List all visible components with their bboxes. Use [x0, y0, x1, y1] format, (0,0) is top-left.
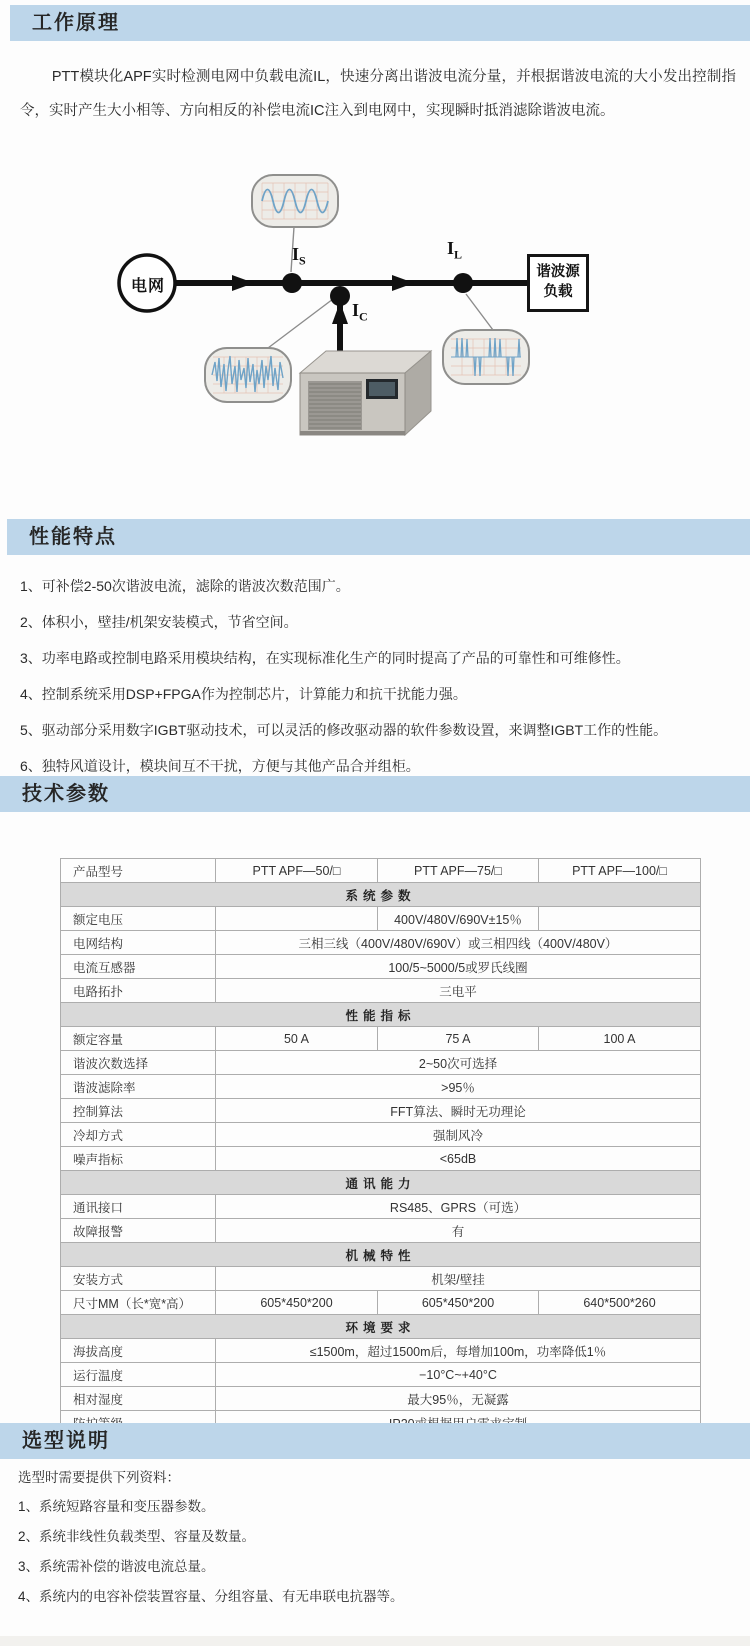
list-item: 2、系统非线性负载类型、容量及数量。 [18, 1529, 256, 1544]
spec-value-cell: 100/5~5000/5或罗氏线圈 [216, 955, 701, 979]
spec-row [61, 1339, 701, 1363]
spec-label-cell: 谐波滤除率 [61, 1075, 216, 1099]
spec-label-cell: 谐波次数选择 [61, 1051, 216, 1075]
spec-section-row [61, 1243, 701, 1267]
spec-row [61, 1147, 701, 1171]
spec-label-cell: 产品型号 [61, 859, 216, 883]
spec-value-cell: 640*500*260 [539, 1291, 701, 1315]
diagram-graphics [0, 148, 750, 466]
spec-value-cell: 最大95％，无凝露 [216, 1387, 701, 1411]
page-bottom-edge [0, 1636, 750, 1646]
spec-value-cell: 三相三线（400V/480V/690V）或三相四线（400V/480V） [216, 931, 701, 955]
list-item: 4、系统内的电容补偿装置容量、分组容量、有无串联电抗器等。 [18, 1589, 404, 1604]
spec-value-cell: RS485、GPRS（可选） [216, 1195, 701, 1219]
spec-label-cell: 噪声指标 [61, 1147, 216, 1171]
list-item: 6、独特风道设计，模块间互不干扰，方便与其他产品合并组柜。 [20, 758, 420, 774]
section-title-features: 性能特点 [7, 519, 750, 555]
spec-value-cell: 100 A [539, 1027, 701, 1051]
spec-row [61, 931, 701, 955]
spec-value-cell [539, 907, 701, 931]
flow-arrow-icon [232, 275, 254, 291]
spec-row [61, 1075, 701, 1099]
spec-label-cell: 海拔高度 [61, 1339, 216, 1363]
spec-row [61, 1099, 701, 1123]
list-item: 1、可补偿2-50次谐波电流，滤除的谐波次数范围广。 [20, 578, 350, 594]
list-item: 3、系统需补偿的谐波电流总量。 [18, 1559, 215, 1574]
spec-label-cell: 电流互感器 [61, 955, 216, 979]
node-ic [330, 286, 350, 306]
spec-label-cell: 电网结构 [61, 931, 216, 955]
spec-value-cell: 机架/壁挂 [216, 1267, 701, 1291]
spec-row [61, 1051, 701, 1075]
spec-value-cell: ≤1500m，超过1500m后，每增加100m，功率降低1％ [216, 1339, 701, 1363]
node-il [453, 273, 473, 293]
spec-value-cell: 50 A [216, 1027, 378, 1051]
spec-value-cell: −10°C~+40°C [216, 1363, 701, 1387]
spec-section-cell: 性能指标 [61, 1003, 701, 1027]
current-label-is: $I_S$ [292, 244, 306, 268]
selection-intro: 选型时需要提供下列资料： [18, 1470, 180, 1485]
spec-value-cell: <65dB [216, 1147, 701, 1171]
spec-value-cell: >95％ [216, 1075, 701, 1099]
spec-value-cell: 2~50次可选择 [216, 1051, 701, 1075]
spec-label-cell: 通讯接口 [61, 1195, 216, 1219]
spec-section-row [61, 1003, 701, 1027]
spec-value-cell: 75 A [378, 1027, 539, 1051]
flow-arrow-icon [392, 275, 414, 291]
spec-section-cell: 环境要求 [61, 1315, 701, 1339]
spec-label-cell: 电路拓扑 [61, 979, 216, 1003]
spec-label-cell: 额定电压 [61, 907, 216, 931]
spec-value-cell: 400V/480V/690V±15％ [378, 907, 539, 931]
spec-row [61, 955, 701, 979]
section-title-selection: 选型说明 [0, 1423, 750, 1459]
spec-section-row [61, 1171, 701, 1195]
list-item: 3、功率电路或控制电路采用模块结构，在实现标准化生产的同时提高了产品的可靠性和可维修性。 [20, 650, 630, 666]
spec-label-cell: 相对湿度 [61, 1387, 216, 1411]
spec-value-cell: 有 [216, 1219, 701, 1243]
spec-section-row [61, 883, 701, 907]
grid-source-label: 电网 [130, 277, 165, 295]
spec-label-cell: 额定容量 [61, 1027, 216, 1051]
load-label-line2: 负载 [543, 284, 573, 300]
spec-row [61, 1195, 701, 1219]
feature-list [20, 568, 730, 784]
spec-label-cell: 安装方式 [61, 1267, 216, 1291]
spec-row [61, 1123, 701, 1147]
spec-label-cell: 冷却方式 [61, 1123, 216, 1147]
spec-value-cell: PTT APF—100/□ [539, 859, 701, 883]
selection-list [18, 1492, 404, 1612]
current-label-ic: $I_C$ [352, 300, 368, 324]
harmonic-spikes-bubble [443, 330, 529, 384]
load-label-line1: 谐波源 [536, 264, 580, 281]
list-item: 1、系统短路容量和变压器参数。 [18, 1499, 215, 1514]
spec-row [61, 1027, 701, 1051]
spec-section-row [61, 1315, 701, 1339]
spec-value-cell: FFT算法、瞬时无功理论 [216, 1099, 701, 1123]
current-label-il: $I_L$ [447, 238, 463, 262]
sine-wave-bubble [252, 175, 338, 227]
spec-label-cell: 运行温度 [61, 1363, 216, 1387]
spec-label-cell: 控制算法 [61, 1099, 216, 1123]
list-item: 2、体积小，壁挂/机架安装模式，节省空间。 [20, 614, 298, 630]
spec-value-cell: 三电平 [216, 979, 701, 1003]
spec-value-cell: 605*450*200 [216, 1291, 378, 1315]
spec-value-cell: 605*450*200 [378, 1291, 539, 1315]
spec-value-cell: PTT APF—50/□ [216, 859, 378, 883]
spec-row [61, 1291, 701, 1315]
spec-label-cell: 故障报警 [61, 1219, 216, 1243]
spec-row [61, 1387, 701, 1411]
spec-label-cell: 尺寸MM（长*宽*高） [61, 1291, 216, 1315]
spec-row [61, 1363, 701, 1387]
spec-section-cell: 系统参数 [61, 883, 701, 907]
noise-wave-bubble [205, 348, 291, 402]
spec-value-cell: PTT APF—75/□ [378, 859, 539, 883]
spec-row [61, 979, 701, 1003]
apf-device-image [300, 351, 431, 435]
section-title-specs: 技术参数 [0, 776, 750, 812]
spec-value-cell [216, 907, 378, 931]
harmonic-load-box [527, 254, 589, 312]
spec-row [61, 859, 701, 883]
principle-paragraph: PTT模块化APF实时检测电网中负载电流IL，快速分离出谐波电流分量，并根据谐波电流的大小发出控制指令，实时产生大小相等、方向相反的补偿电流IC注入到电网中，实现瞬时抵消滤除谐波电流。 [20, 69, 736, 119]
spec-section-cell: 机械特性 [61, 1243, 701, 1267]
working-principle-diagram [0, 148, 750, 466]
list-item: 4、控制系统采用DSP+FPGA作为控制芯片，计算能力和抗干扰能力强。 [20, 686, 467, 702]
list-item: 5、驱动部分采用数字IGBT驱动技术，可以灵活的修改驱动器的软件参数设置，来调整IGBT工作的性能。 [20, 722, 668, 738]
spec-value-cell: 强制风冷 [216, 1123, 701, 1147]
spec-row [61, 1219, 701, 1243]
node-is [282, 273, 302, 293]
spec-section-cell: 通讯能力 [61, 1171, 701, 1195]
spec-table [60, 858, 701, 1435]
spec-row [61, 1267, 701, 1291]
spec-row [61, 907, 701, 931]
section-title-working-principle: 工作原理 [10, 5, 750, 41]
